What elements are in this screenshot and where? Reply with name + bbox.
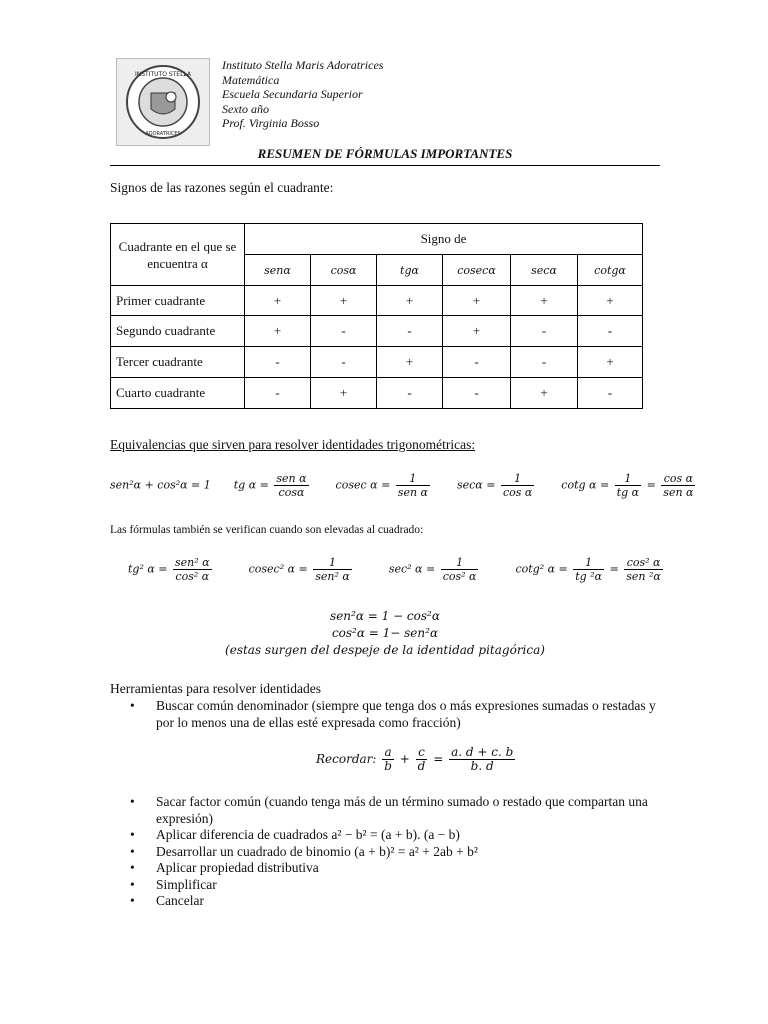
cotg-fraction-1: $\frac{1}{\text{tg α}}$ (616, 472, 640, 499)
svg-text:INSTITUTO STELLA: INSTITUTO STELLA (134, 71, 192, 78)
sign-cell: - (377, 316, 443, 347)
list-item: • Buscar común denominador (siempre que tenga dos o más expresiones sumadas o restadas y por lo menos una de ellas esté expresada como fracción) (110, 698, 670, 731)
table-row (111, 316, 643, 347)
page-title: RESUMEN DE FÓRMULAS IMPORTANTES (257, 146, 513, 161)
sign-cell: - (311, 316, 377, 347)
rec-equals: = (433, 752, 444, 766)
table-row (111, 347, 643, 378)
sign-cell: + (377, 286, 443, 316)
rec-plus: + (399, 752, 410, 766)
list-item: • Sacar factor común (cuando tenga más de un término sumado o restado que compartan una expresión) (110, 794, 670, 827)
list-item: • Aplicar propiedad distributiva (110, 860, 670, 877)
sign-cell: - (443, 347, 511, 378)
table-row (111, 286, 643, 316)
svg-text:ADORATRICES: ADORATRICES (145, 131, 181, 137)
list-item: • Aplicar diferencia de cuadrados a² − b² = (a + b). (a − b) (110, 827, 670, 844)
tools-heading: Herramientas para resolver identidades (110, 681, 322, 696)
group-header: Signo de (245, 224, 643, 255)
sign-cell: - (578, 316, 643, 347)
header-info (222, 58, 383, 131)
cosec2-lhs: cosec² α = (248, 562, 308, 576)
row-label: Primer cuadrante (111, 286, 245, 316)
squared-row (128, 556, 665, 583)
sign-cell: + (245, 286, 311, 316)
sec2-fraction: $\frac{1}{\text{cos² α}}$ (442, 556, 477, 583)
cotg-lhs: cotg α = (561, 478, 610, 492)
list-item: • Simplificar (110, 877, 670, 894)
table-row (111, 378, 643, 409)
rec-fraction-cd: $\frac{c}{d}$ (417, 745, 426, 773)
derived-line-1: sen²α = 1 − cos²α (330, 609, 440, 623)
cotg2-fraction-1: $\frac{1}{\text{tg ²α}}$ (575, 556, 603, 583)
sign-cell: - (511, 316, 578, 347)
derived-line-3: (estas surgen del despeje de la identidad pitagórica) (225, 643, 545, 657)
func-header: secα (511, 255, 578, 286)
derived-identities (110, 608, 660, 659)
list-item: • Desarrollar un cuadrado de binomio (a + b)² = a² + 2ab + b² (110, 844, 670, 861)
sec2-lhs: sec² α = (388, 562, 436, 576)
equivalences-row (110, 472, 697, 499)
sign-cell: - (245, 347, 311, 378)
school-year: Sexto año (222, 101, 269, 116)
school-logo (116, 58, 210, 146)
squared-note: Las fórmulas también se verifican cuando son elevadas al cuadrado: (110, 524, 424, 536)
func-header: cosα (311, 255, 377, 286)
sign-cell: - (443, 378, 511, 409)
sign-cell: + (578, 286, 643, 316)
tg2-lhs: tg² α = (128, 562, 168, 576)
rec-fraction-ab: $\frac{a}{b}$ (384, 745, 392, 773)
tools-list-bottom (110, 794, 670, 910)
sign-cell: - (511, 347, 578, 378)
signs-table (110, 223, 643, 409)
teacher-name: Prof. Virginia Bosso (222, 116, 320, 130)
school-name: Escuela Secundaria Superior (222, 87, 363, 101)
cosec-lhs: cosec α = (335, 478, 391, 492)
cotg-equals: = (646, 478, 656, 492)
list-item: • Cancelar (110, 893, 670, 910)
func-header: cosecα (443, 255, 511, 286)
sec-lhs: secα = (456, 478, 496, 492)
recordar-formula (316, 746, 517, 773)
sign-cell: + (443, 316, 511, 347)
func-header: tgα (377, 255, 443, 286)
pythagorean-identity: sen²α + cos²α = 1 (110, 478, 211, 492)
func-header: cotgα (578, 255, 643, 286)
sign-cell: + (245, 316, 311, 347)
row-label: Segundo cuadrante (111, 316, 245, 347)
title-divider (110, 165, 660, 166)
corner-header: Cuadrante en el que se encuentra α (111, 224, 245, 286)
sign-cell: + (377, 347, 443, 378)
sec-fraction: $\frac{1}{\text{cos α}}$ (502, 472, 533, 499)
tools-list-top (110, 698, 670, 731)
sign-cell: + (443, 286, 511, 316)
cosec-fraction: $\frac{1}{\text{sen α}}$ (397, 472, 428, 499)
tg-lhs: tg α = (233, 478, 269, 492)
tg2-fraction: $\frac{\text{sen² α}}{\text{cos² α}}$ (175, 556, 210, 583)
tg-fraction: $\frac{\text{sen α}}{\cos\alpha}$ (276, 472, 307, 499)
sign-cell: + (511, 286, 578, 316)
cosec2-fraction: $\frac{1}{\text{sen² α}}$ (315, 556, 350, 583)
sign-cell: - (245, 378, 311, 409)
cotg2-fraction-2: $\frac{\text{cos² α}}{\text{sen ²α}}$ (626, 556, 661, 583)
cotg2-equals: = (609, 562, 619, 576)
sign-cell: + (311, 378, 377, 409)
sign-cell: - (311, 347, 377, 378)
row-label: Cuarto cuadrante (111, 378, 245, 409)
section-equivalences-heading: Equivalencias que sirven para resolver identidades trigonométricas: (110, 437, 476, 452)
derived-line-2: cos²α = 1− sen²α (331, 626, 439, 640)
cotg-fraction-2: $\frac{\text{cos α}}{\text{sen α}}$ (663, 472, 694, 499)
institute-name: Instituto Stella Maris Adoratrices (222, 58, 384, 72)
recordar-label: Recordar: (316, 752, 377, 766)
sign-cell: + (511, 378, 578, 409)
sign-cell: - (578, 378, 643, 409)
section-signs-heading: Signos de las razones según el cuadrante: (110, 180, 334, 195)
subject-name: Matemática (222, 72, 280, 87)
rec-fraction-result: $\frac{a. d + c. b}{b. d}$ (451, 745, 514, 773)
func-header: senα (245, 255, 311, 286)
sign-cell: + (578, 347, 643, 378)
sign-cell: + (311, 286, 377, 316)
cotg2-lhs: cotg² α = (515, 562, 568, 576)
row-label: Tercer cuadrante (111, 347, 245, 378)
sign-cell: - (377, 378, 443, 409)
